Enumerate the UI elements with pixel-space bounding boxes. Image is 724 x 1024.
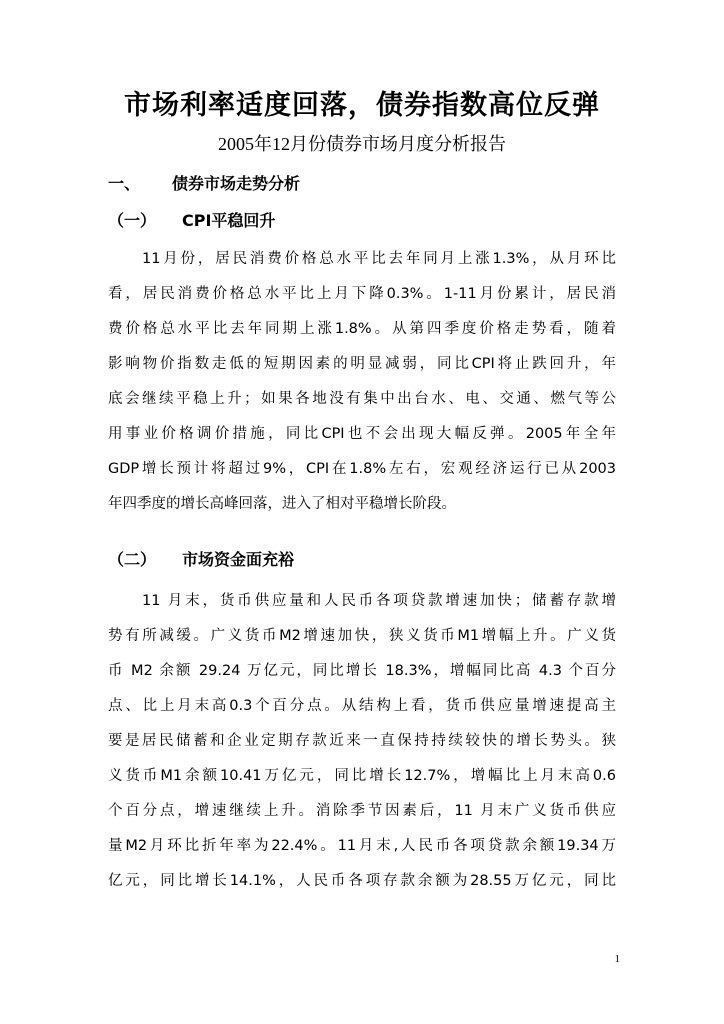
paragraph-line: 底会继续平稳上升；如果各地没有集中出台水、电、交通、燃气等公 <box>108 391 616 407</box>
section-label: 债券市场走势分析 <box>172 174 301 193</box>
paragraph-line: 亿元，同比增长14.1%，人民币各项存款余额为28.55万亿元，同比 <box>108 873 616 889</box>
paragraph-liquidity <box>108 584 616 899</box>
subsection-heading-1 <box>108 209 275 233</box>
paragraph-line: 义货币M1余额10.41万亿元，同比增长12.7%，增幅比上月末高0.6 <box>108 768 616 784</box>
paragraph-line: 币 M2 余额 29.24 万亿元，同比增长 18.3%，增幅同比高 4.3 个百分 <box>108 663 616 679</box>
paragraph-cpi <box>108 242 616 522</box>
subsection-number: （二） <box>108 550 157 569</box>
paragraph-line: 量M2月环比折年率为22.4%。11月末,人民币各项贷款余额19.34万 <box>108 838 616 854</box>
paragraph-line: 费价格总水平比去年同期上涨1.8%。从第四季度价格走势看，随着 <box>108 321 616 337</box>
paragraph-line: 点、比上月末高0.3个百分点。从结构上看，货币供应量增速提高主 <box>108 698 616 714</box>
paragraph-line: 11 月末，货币供应量和人民币各项贷款增速加快；储蓄存款增 <box>142 593 616 609</box>
subsection-number: （一） <box>108 211 157 230</box>
paragraph-line: 11月份，居民消费价格总水平比去年同月上涨1.3%，从月环比 <box>142 251 616 267</box>
paragraph-line: 势有所减缓。广义货币M2增速加快，狭义货币M1增幅上升。广义货 <box>108 628 616 644</box>
document-title: 市场利率适度回落，债券指数高位反弹 <box>124 90 600 121</box>
section-number: 一、 <box>108 174 141 193</box>
paragraph-line: 个百分点，增速继续上升。消除季节因素后，11 月末广义货币供应 <box>108 803 616 819</box>
subsection-label: 市场资金面充裕 <box>182 550 295 569</box>
document-subtitle: 2005年12月份债券市场月度分析报告 <box>218 134 506 154</box>
paragraph-line: 用事业价格调价措施，同比CPI也不会出现大幅反弹。2005年全年 <box>108 426 616 442</box>
paragraph-line: GDP增长预计将超过9%，CPI在1.8%左右，宏观经济运行已从2003 <box>108 461 616 477</box>
paragraph-line: 要是居民储蓄和企业定期存款近来一直保持持续较快的增长势头。狭 <box>108 733 616 749</box>
paragraph-line: 年四季度的增长高峰回落，进入了相对平稳增长阶段。 <box>108 496 456 512</box>
paragraph-line: 看，居民消费价格总水平比上月下降0.3%。1-11月份累计，居民消 <box>108 286 616 302</box>
paragraph-line: 影响物价指数走低的短期因素的明显减弱，同比CPI将止跌回升，年 <box>108 356 616 372</box>
section-heading-1 <box>108 172 300 196</box>
page-number: 1 <box>614 953 620 965</box>
subsection-heading-2 <box>108 548 294 572</box>
subsection-label: CPI平稳回升 <box>182 211 276 230</box>
